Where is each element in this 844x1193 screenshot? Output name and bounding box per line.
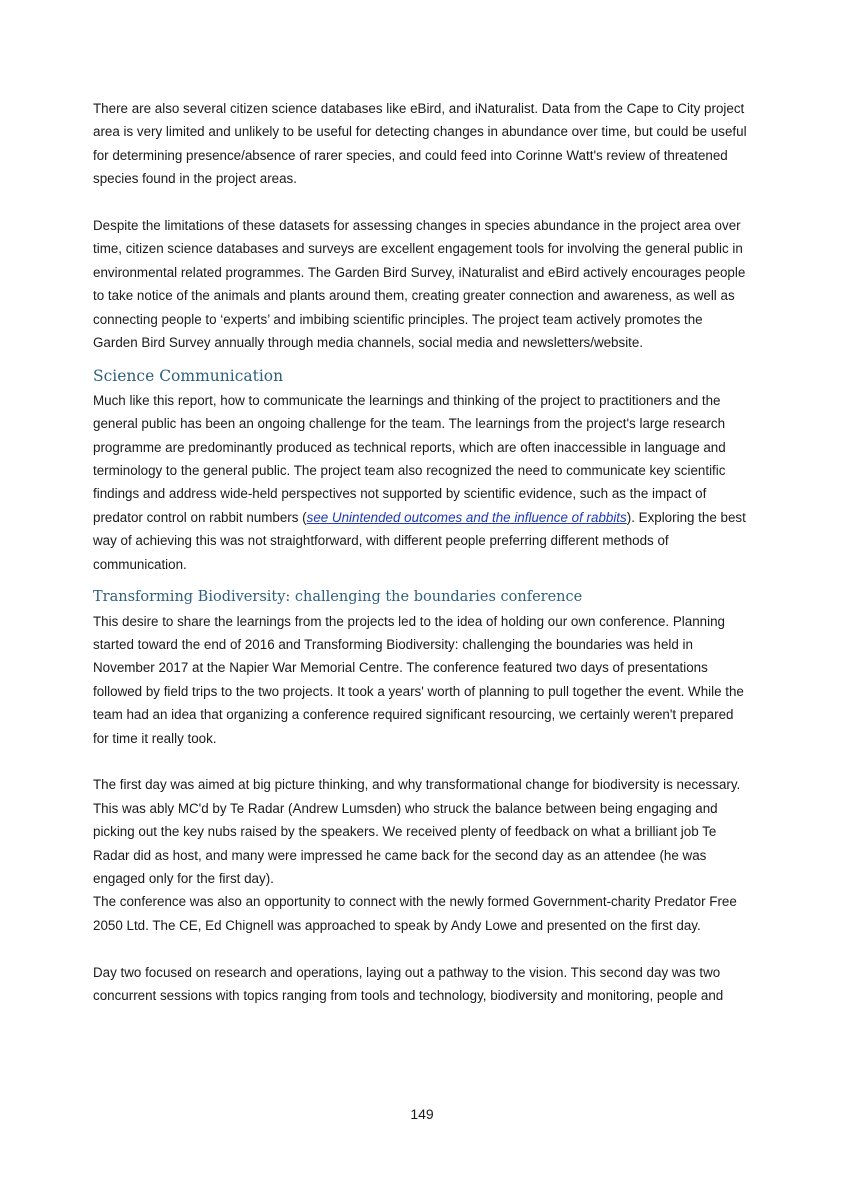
paragraph-citizen-science-databases: There are also several citizen science databases like eBird, and iNaturalist. Data from the Cape to City project area is very limited and unlikely to be useful for detecting changes in abundance over time, but could be useful for determining presence/absence of rarer species, and could feed into Corinne Watt's review of threatened species found in the project areas.	[93, 101, 747, 187]
paragraph-spacer	[93, 191, 749, 214]
link-unintended-outcomes-rabbits[interactable]: see Unintended outcomes and the influence of rabbits	[306, 509, 627, 525]
paragraph-spacer	[93, 750, 749, 773]
page-number: 149	[410, 1106, 434, 1122]
heading-science-communication: Science Communication	[93, 367, 284, 386]
heading-transforming-biodiversity-conference: Transforming Biodiversity: challenging the boundaries conference	[93, 589, 583, 606]
paragraph-science-communication	[93, 389, 749, 576]
science-communication-text-end: ). Exploring the best way of achieving this was not straightforward, with different people preferring different methods of communication.	[93, 509, 746, 572]
paragraph-conference-planning: This desire to share the learnings from the projects led to the idea of holding our own conference. Planning started toward the end of 2016 and Transforming Biodiversity: challenging the boundaries was held in November 2017 at the Napier War Memorial Centre. The conference featured two days of presentations followed by field trips to the two projects. It took a years' worth of planning to pull together the event. While the team had an idea that organizing a conference required significant resourcing, we certainly weren't prepared for time it really took.	[93, 613, 744, 746]
paragraph-engagement-tools: Despite the limitations of these datasets for assessing changes in species abundance in the project area over time, citizen science databases and surveys are excellent engagement tools for involving the general public in environmental related programmes. The Garden Bird Survey, iNaturalist and eBird actively encourages people to take notice of the animals and plants around them, creating greater connection and awareness, as well as connecting people to ‘experts’ and imbibing scientific principles. The project team actively promotes the Garden Bird Survey annually through media channels, social media and newsletters/website.	[93, 218, 746, 351]
paragraph-conference-first-day: The first day was aimed at big picture thinking, and why transformational change for biodiversity is necessary. This was ably MC'd by Te Radar (Andrew Lumsden) who struck the balance between being engaging and picking out the key nubs raised by the speakers. We received plenty of feedback on what a brilliant job Te Radar did as host, and many were impressed he came back for the second day as an attendee (he was engaged only for the first day).	[93, 777, 741, 886]
paragraph-conference-day-two: Day two focused on research and operations, laying out a pathway to the vision. This second day was two concurrent sessions with topics ranging from tools and technology, biodiversity and monitoring, people and	[93, 964, 724, 1003]
paragraph-predator-free-2050: The conference was also an opportunity to connect with the newly formed Government-charity Predator Free 2050 Ltd. The CE, Ed Chignell was approached to speak by Andy Lowe and presented on the first day.	[93, 894, 737, 933]
document-page	[93, 97, 749, 1007]
science-communication-text: Much like this report, how to communicate the learnings and thinking of the project to practitioners and the general public has been an ongoing challenge for the team. The learnings from the project's large research programme are predominantly produced as technical reports, which are often inaccessible in language and terminology to the general public. The project team also recognized the need to communicate key scientific findings and address wide-held perspectives not supported by scientific evidence, such as the impact of predator control on rabbit numbers (	[93, 392, 726, 525]
paragraph-spacer	[93, 937, 749, 960]
